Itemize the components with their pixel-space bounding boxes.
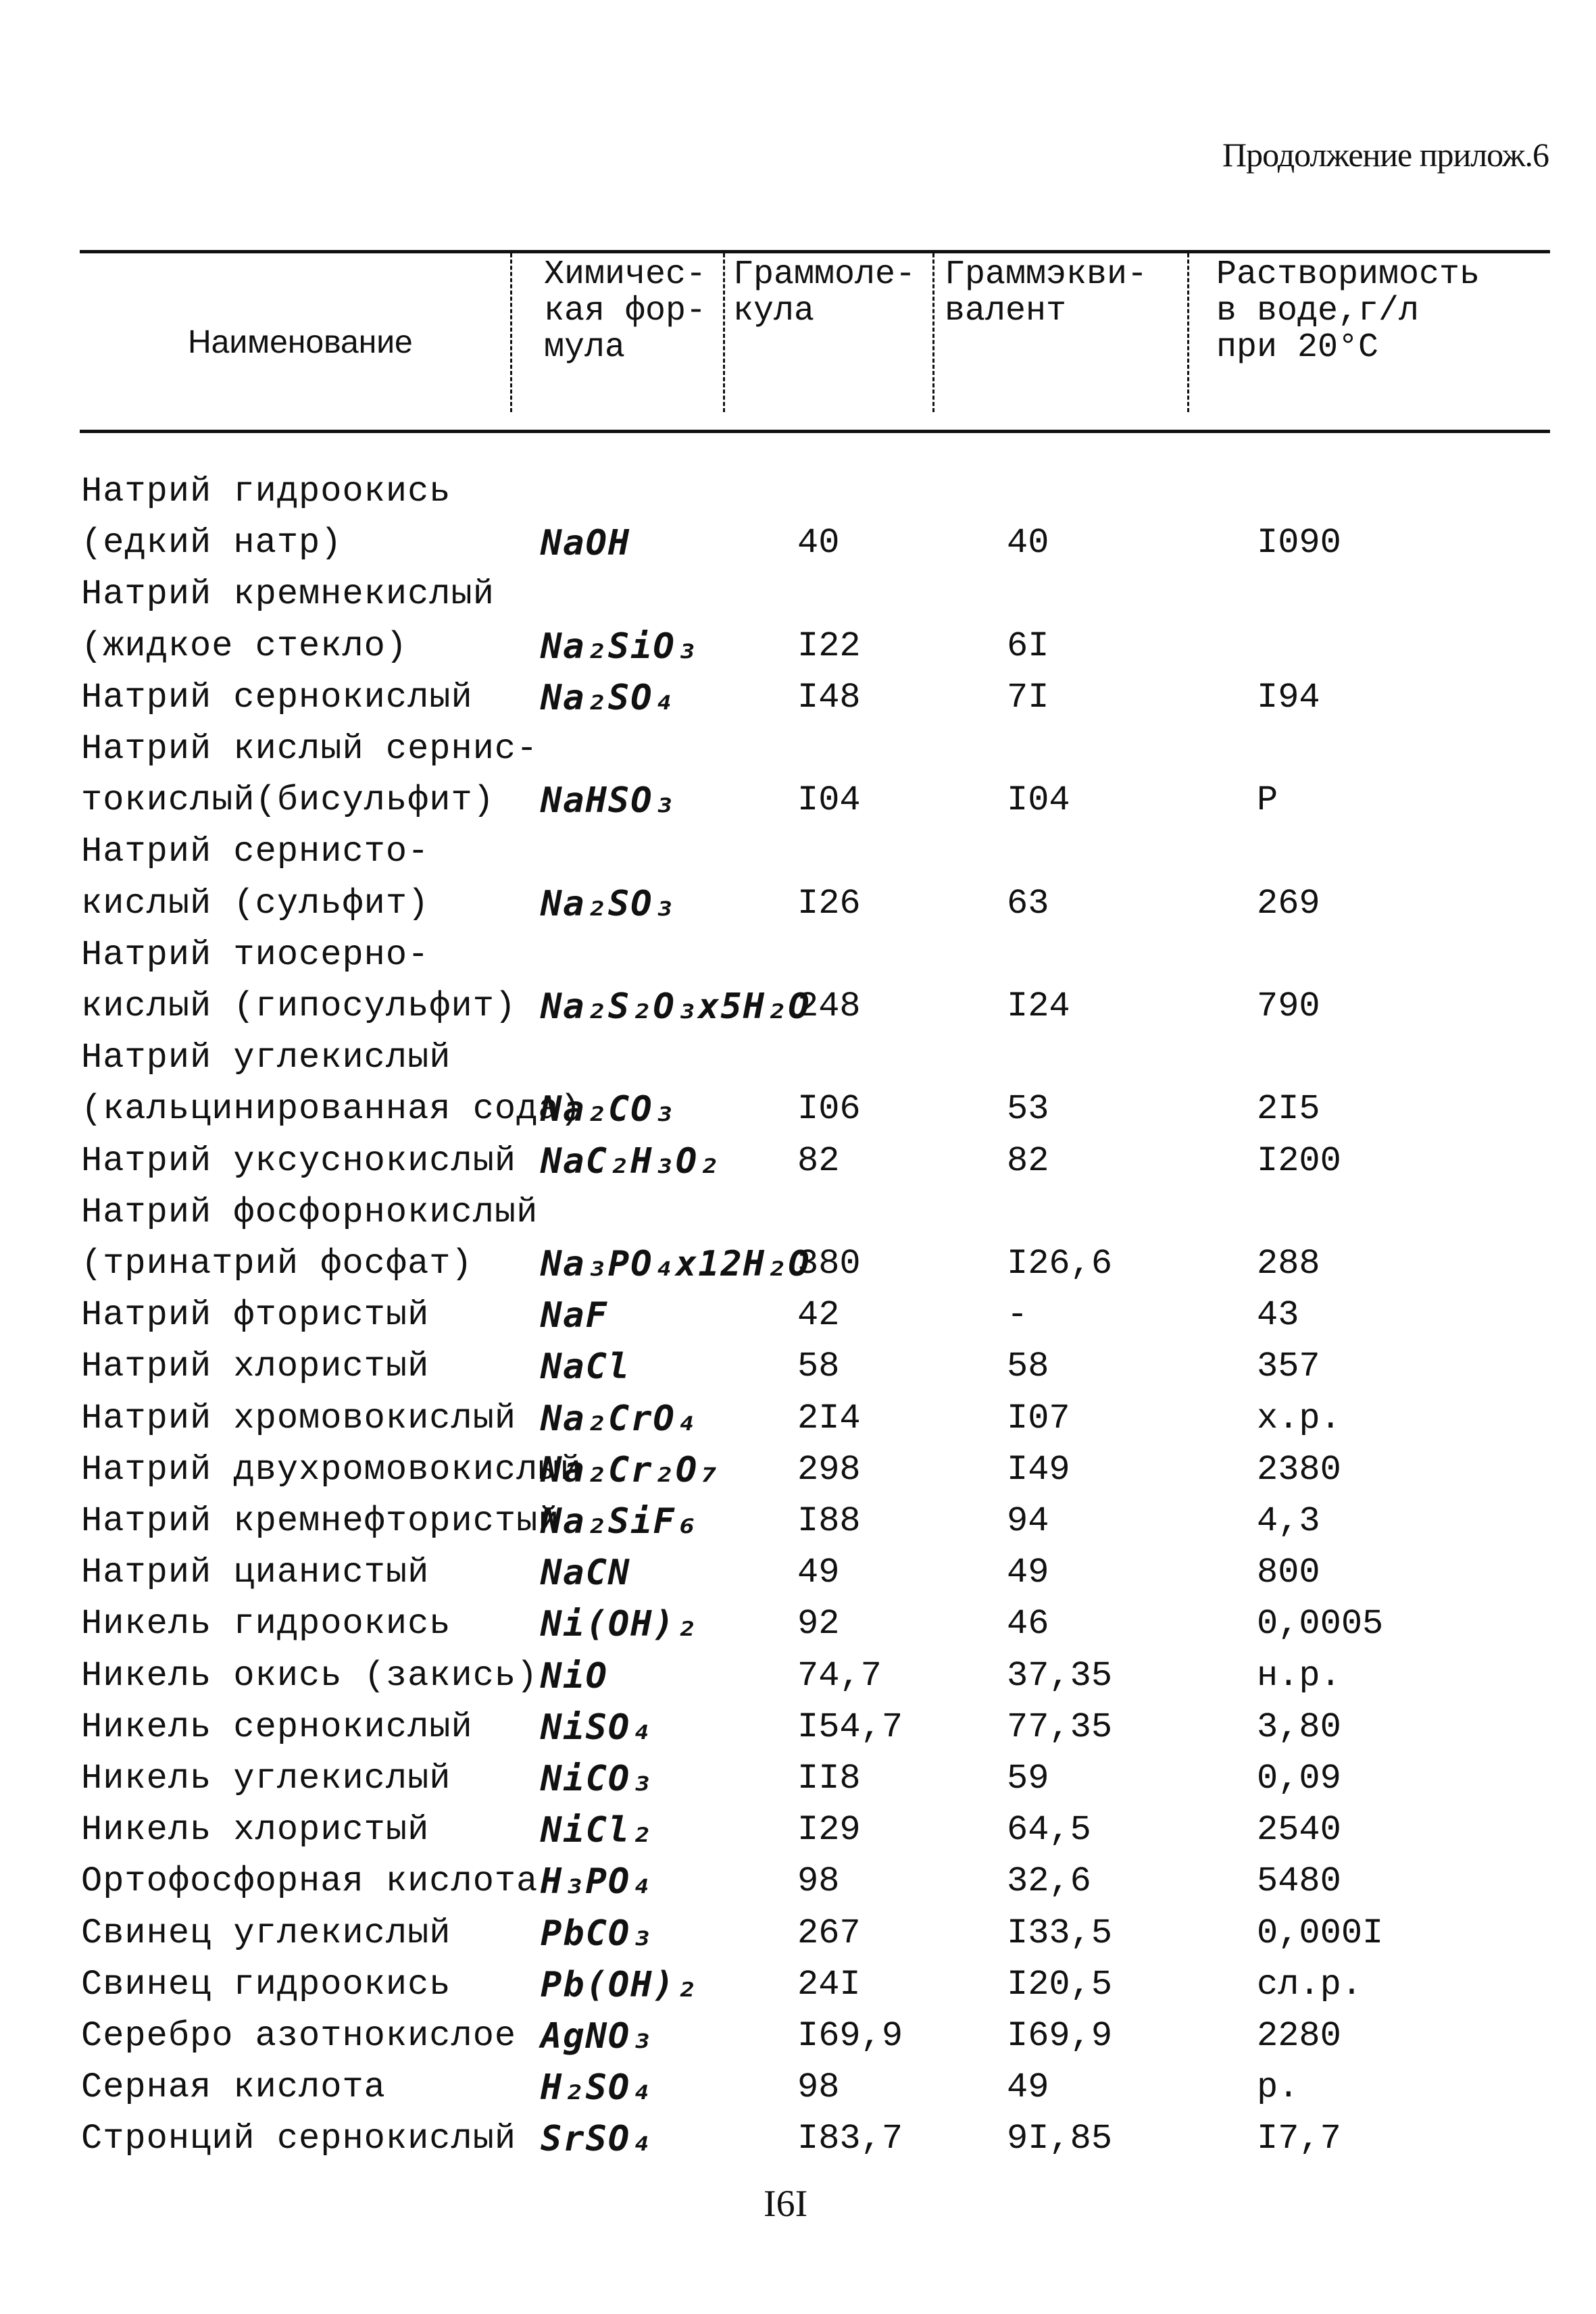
- chemical-name: Никель хлористый: [81, 1810, 430, 1851]
- table-row: [0, 981, 1596, 1032]
- gram-equivalent-value: -: [1007, 1295, 1028, 1336]
- gram-equivalent-value: 49: [1007, 2067, 1049, 2108]
- gram-equivalent-value: 37,35: [1007, 1655, 1113, 1696]
- gram-molecule-value: I48: [797, 677, 861, 718]
- gram-molecule-value: 42: [797, 1295, 840, 1336]
- gram-equivalent-value: I33,5: [1007, 1913, 1113, 1953]
- gram-equivalent-value: 9I,85: [1007, 2119, 1113, 2159]
- chemical-formula: NaC₂H₃O₂: [541, 1140, 721, 1182]
- gram-equivalent-value: I69,9: [1007, 2016, 1113, 2056]
- gram-equivalent-value: 59: [1007, 1759, 1049, 1799]
- gram-molecule-value: 248: [797, 986, 861, 1026]
- chemical-formula: NiO: [541, 1655, 608, 1696]
- chemical-name: Свинец гидроокись: [81, 1964, 451, 2005]
- gram-equivalent-value: 58: [1007, 1347, 1049, 1387]
- column-separator: [932, 253, 943, 412]
- chemical-name: Натрий двухромовокислый: [81, 1449, 582, 1490]
- chemical-name: токислый(бисульфит): [81, 780, 495, 821]
- gram-molecule-value: I04: [797, 780, 861, 821]
- gram-molecule-value: I29: [797, 1810, 861, 1851]
- table-row: [0, 569, 1596, 620]
- table-row: [0, 1753, 1596, 1805]
- gram-equivalent-value: 63: [1007, 883, 1049, 924]
- chemical-name: Стронций сернокислый: [81, 2119, 517, 2159]
- chemical-name: Натрий кремнефтористый: [81, 1501, 560, 1541]
- chemical-formula: Ni(OH)₂: [541, 1604, 699, 1645]
- gram-molecule-value: I88: [797, 1501, 861, 1541]
- column-header-molecule: Граммоле- кула: [733, 255, 916, 330]
- table-row: [0, 1341, 1596, 1392]
- gram-molecule-value: 24I: [797, 1964, 861, 2005]
- table-row: [0, 518, 1596, 569]
- column-separator: [1187, 253, 1197, 412]
- chemical-name: Свинец углекислый: [81, 1913, 451, 1953]
- chemical-name: Серебро азотнокислое: [81, 2016, 517, 2056]
- chemical-formula: H₃PO₄: [541, 1861, 653, 1903]
- chemical-formula: NiCO₃: [541, 1759, 653, 1799]
- solubility-value: 43: [1257, 1295, 1299, 1336]
- solubility-value: I94: [1257, 677, 1320, 718]
- gram-molecule-value: I26: [797, 883, 861, 924]
- chemical-name: кислый (сульфит): [81, 883, 430, 924]
- solubility-value: 800: [1257, 1553, 1320, 1593]
- table-row: [0, 1702, 1596, 1753]
- table-row: [0, 1238, 1596, 1290]
- chemical-name: Никель окись (закись): [81, 1655, 539, 1696]
- chemical-formula: NiSO₄: [541, 1707, 653, 1748]
- gram-molecule-value: 380: [797, 1244, 861, 1284]
- chemical-name: (жидкое стекло): [81, 626, 408, 666]
- chemical-formula: Na₂SiO₃: [541, 626, 699, 667]
- gram-molecule-value: 58: [797, 1347, 840, 1387]
- gram-molecule-value: 40: [797, 523, 840, 563]
- table-row: [0, 1805, 1596, 1856]
- gram-molecule-value: 98: [797, 1861, 840, 1902]
- table-row: [0, 1547, 1596, 1599]
- solubility-value: 2I5: [1257, 1089, 1320, 1130]
- table-row: [0, 1599, 1596, 1650]
- gram-equivalent-value: 64,5: [1007, 1810, 1091, 1851]
- chemical-formula: AgNO₃: [541, 2016, 653, 2057]
- solubility-value: 2540: [1257, 1810, 1341, 1851]
- chemical-name: Натрий сернисто-: [81, 832, 430, 872]
- chemical-formula: NiCl₂: [541, 1810, 653, 1851]
- table-row: [0, 2011, 1596, 2062]
- gram-molecule-value: 267: [797, 1913, 861, 1953]
- solubility-value: 3,80: [1257, 1707, 1341, 1747]
- gram-molecule-value: 298: [797, 1449, 861, 1490]
- column-header-formula: Химичес- кая фор- мула: [544, 255, 707, 367]
- solubility-value: I200: [1257, 1140, 1341, 1181]
- chemical-name: Натрий хлористый: [81, 1347, 430, 1387]
- gram-molecule-value: I06: [797, 1089, 861, 1130]
- table-row: [0, 1959, 1596, 2011]
- chemical-formula: Na₂CO₃: [541, 1089, 676, 1130]
- solubility-value: х.р.: [1257, 1398, 1341, 1438]
- chemical-formula: Na₂Cr₂O₇: [541, 1449, 721, 1490]
- gram-equivalent-value: 40: [1007, 523, 1049, 563]
- solubility-value: р.: [1257, 2067, 1299, 2108]
- chemical-formula: Na₂SO₃: [541, 883, 676, 924]
- solubility-value: 2280: [1257, 2016, 1341, 2056]
- gram-molecule-value: II8: [797, 1759, 861, 1799]
- chemical-formula: Pb(OH)₂: [541, 1964, 699, 2005]
- table-row: [0, 1187, 1596, 1238]
- solubility-value: 790: [1257, 986, 1320, 1026]
- table-row: [0, 1084, 1596, 1135]
- chemical-name: Натрий углекислый: [81, 1038, 451, 1078]
- chemical-name: Никель гидроокись: [81, 1604, 451, 1644]
- chemical-name: (едкий натр): [81, 523, 343, 563]
- gram-equivalent-value: 49: [1007, 1553, 1049, 1593]
- gram-equivalent-value: I07: [1007, 1398, 1070, 1438]
- solubility-value: 0,000I: [1257, 1913, 1384, 1953]
- column-header-name: Наименование: [188, 324, 413, 360]
- gram-equivalent-value: I04: [1007, 780, 1070, 821]
- chemical-formula: NaCN: [541, 1553, 631, 1594]
- solubility-value: 0,0005: [1257, 1604, 1384, 1644]
- gram-molecule-value: 74,7: [797, 1655, 882, 1696]
- gram-equivalent-value: I20,5: [1007, 1964, 1113, 2005]
- table-row: [0, 930, 1596, 981]
- table-row: [0, 1908, 1596, 1959]
- gram-molecule-value: 98: [797, 2067, 840, 2108]
- chemical-name: (кальцинированная сода): [81, 1089, 582, 1130]
- gram-equivalent-value: 7I: [1007, 677, 1049, 718]
- solubility-value: 0,09: [1257, 1759, 1341, 1799]
- chemical-formula: NaOH: [541, 523, 631, 564]
- chemical-formula: PbCO₃: [541, 1913, 653, 1954]
- table-row: [0, 1032, 1596, 1084]
- gram-equivalent-value: I26,6: [1007, 1244, 1113, 1284]
- chemical-name: Натрий хромовокислый: [81, 1398, 517, 1438]
- gram-molecule-value: 82: [797, 1140, 840, 1181]
- solubility-value: 4,3: [1257, 1501, 1320, 1541]
- solubility-value: 269: [1257, 883, 1320, 924]
- chemical-formula: H₂SO₄: [541, 2067, 653, 2109]
- chemical-name: Ортофосфорная кислота: [81, 1861, 539, 1902]
- column-header-equivalent: Граммэкви- валент: [945, 255, 1148, 330]
- continuation-note: Продолжение прилож.6: [1222, 136, 1549, 174]
- gram-equivalent-value: 82: [1007, 1140, 1049, 1181]
- table-row: [0, 466, 1596, 518]
- table-row: [0, 1290, 1596, 1341]
- table-row: [0, 826, 1596, 878]
- column-header-solubility: Растворимость в воде,г/л при 20°С: [1216, 255, 1480, 367]
- header-top-rule: [80, 250, 1550, 253]
- gram-molecule-value: I69,9: [797, 2016, 903, 2056]
- chemical-name: Натрий кислый сернис-: [81, 729, 539, 769]
- chemical-name: Никель сернокислый: [81, 1707, 473, 1747]
- gram-molecule-value: 92: [797, 1604, 840, 1644]
- solubility-value: I090: [1257, 523, 1341, 563]
- solubility-value: н.р.: [1257, 1655, 1341, 1696]
- column-separator: [723, 253, 733, 412]
- table-row: [0, 1393, 1596, 1444]
- page-number: I6I: [764, 2183, 808, 2225]
- table-row: [0, 1136, 1596, 1187]
- chemical-formula: NaCl: [541, 1347, 631, 1388]
- chemical-name: Натрий сернокислый: [81, 677, 473, 718]
- table-row: [0, 1856, 1596, 1907]
- solubility-value: сл.р.: [1257, 1964, 1363, 2005]
- chemical-name: Натрий кремнекислый: [81, 574, 495, 615]
- chemical-name: Натрий фтористый: [81, 1295, 430, 1336]
- gram-equivalent-value: 32,6: [1007, 1861, 1091, 1902]
- table-row: [0, 621, 1596, 672]
- table-row: [0, 2062, 1596, 2113]
- table-row: [0, 1444, 1596, 1496]
- table-row: [0, 1651, 1596, 1702]
- chemical-name: Натрий гидроокись: [81, 472, 451, 511]
- gram-molecule-value: I22: [797, 626, 861, 666]
- solubility-value: I7,7: [1257, 2119, 1341, 2159]
- chemical-formula: Na₂S₂O₃x5H₂O: [541, 986, 811, 1027]
- solubility-value: 357: [1257, 1347, 1320, 1387]
- chemical-formula: Na₂CrO₄: [541, 1398, 699, 1439]
- gram-molecule-value: I83,7: [797, 2119, 903, 2159]
- gram-equivalent-value: 53: [1007, 1089, 1049, 1130]
- gram-equivalent-value: 6I: [1007, 626, 1049, 666]
- gram-equivalent-value: I49: [1007, 1449, 1070, 1490]
- gram-equivalent-value: I24: [1007, 986, 1070, 1026]
- solubility-value: 2380: [1257, 1449, 1341, 1490]
- gram-equivalent-value: 46: [1007, 1604, 1049, 1644]
- gram-molecule-value: I54,7: [797, 1707, 903, 1747]
- chemical-formula: Na₃PO₄x12H₂O: [541, 1244, 811, 1284]
- chemical-name: Натрий уксуснокислый: [81, 1140, 517, 1181]
- chemical-formula: Na₂SO₄: [541, 677, 676, 718]
- solubility-value: 5480: [1257, 1861, 1341, 1902]
- gram-equivalent-value: 94: [1007, 1501, 1049, 1541]
- chemical-name: кислый (гипосульфит): [81, 986, 517, 1026]
- chemical-name: Натрий тиосерно-: [81, 934, 430, 975]
- chemical-name: (тринатрий фосфат): [81, 1244, 473, 1284]
- table-row: [0, 878, 1596, 930]
- chemical-formula: NaHSO₃: [541, 780, 676, 822]
- chemical-formula: NaF: [541, 1295, 608, 1336]
- chemical-formula: SrSO₄: [541, 2119, 653, 2160]
- solubility-value: 288: [1257, 1244, 1320, 1284]
- chemical-name: Натрий цианистый: [81, 1553, 430, 1593]
- chemical-name: Натрий фосфорнокислый: [81, 1192, 539, 1232]
- gram-molecule-value: 2I4: [797, 1398, 861, 1438]
- chemical-name: Серная кислота: [81, 2067, 386, 2108]
- gram-equivalent-value: 77,35: [1007, 1707, 1113, 1747]
- table-row: [0, 1496, 1596, 1547]
- table-row: [0, 2113, 1596, 2165]
- table-row: [0, 672, 1596, 724]
- table-row: [0, 775, 1596, 826]
- chemical-name: Никель углекислый: [81, 1759, 451, 1799]
- solubility-value: Р: [1257, 780, 1278, 821]
- gram-molecule-value: 49: [797, 1553, 840, 1593]
- header-bottom-rule: [80, 430, 1550, 433]
- table-row: [0, 724, 1596, 775]
- chemical-formula: Na₂SiF₆: [541, 1501, 699, 1542]
- column-separator: [510, 253, 520, 412]
